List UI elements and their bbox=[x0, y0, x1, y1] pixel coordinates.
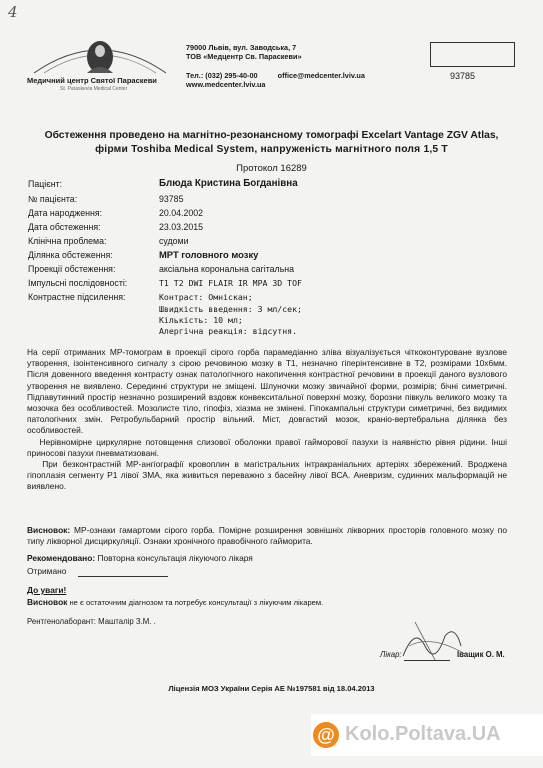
doctor-name: Іващик О. М. bbox=[457, 650, 505, 659]
field-value-exam-date: 23.03.2015 bbox=[159, 222, 204, 232]
radiographer: Рентгенолаборант: Машталір З.М. . bbox=[27, 617, 156, 626]
watermark-text: Kolo.Poltava.UA bbox=[345, 723, 501, 745]
recommendation-block bbox=[27, 553, 253, 563]
conclusion-label: Висновок: bbox=[27, 525, 71, 535]
findings-paragraph: При безконтрастній МР-ангіографії кровоплин в магістральних інтракраніальних артеріях збережений. Вроджена гіпоплазія сегменту Р1 лівої ЗМА, яка живиться переважно з басейну лівої ВСА. Аневризм, судинних мальформацій не виявлено. bbox=[27, 459, 510, 492]
notice-title: До уваги! bbox=[27, 585, 67, 595]
saint-paraskeva-emblem bbox=[30, 33, 170, 77]
clinic-address bbox=[186, 44, 302, 61]
contrast-allergy: Алергічна реакція: відсутня. bbox=[159, 326, 298, 336]
findings-paragraph: На серії отриманих МР-томограм в проекції сірого горба парамедіанно зліва візуалізується чіткоконтуроване вузлове утворення, ізоінтенсивного сигналу з сірою речовиною мозку в Т1, незначно гіперінтенсивне в Т2, розмірами 10х6мм. Після довенного введення контрасту ознак патологічного накопичення контрастної речовини в проекції даного вузлового утворення не виявлено. Серединні структури не зміщені. Шлуночки мозку звичайної форми, розмірів; бічні симетричні. Підпавутинний простір незначно розширений вздовж конвекситальної поверхні мозку, борозни півкуль великого мозку та мозочка без особливостей. Мозолисте тіло, гіпофіз, хіазма не змінені. Гіпокампальні структури симетричні, без видимих патологічних змін. Ретробульбарний простір вільний. Міст, довгастий мозок, краніо-вертебральна ділянка без особливостей. bbox=[27, 347, 507, 436]
address-line-1: 79000 Львів, вул. Заводська, 7 bbox=[186, 43, 297, 52]
field-value-birth-date: 20.04.2002 bbox=[159, 208, 204, 218]
doctor-label: Лікар: bbox=[380, 650, 402, 659]
clinic-logo bbox=[27, 33, 170, 95]
field-label-exam-region: Ділянка обстеження: bbox=[28, 250, 113, 260]
findings-paragraph: Нерівномірне циркулярне потовщення слизової оболонки правої гайморової пазухи із наявністю рівня рідини. Інші приносові пазухи пневматизовані. bbox=[27, 436, 510, 458]
notice-text: не є остаточним діагнозом та потребує консультації з лікуючим лікарем. bbox=[67, 598, 324, 607]
notice-block bbox=[27, 597, 323, 607]
record-number: 93785 bbox=[450, 71, 476, 81]
field-value-contrast: Контраст: Омніскан; bbox=[159, 292, 253, 302]
field-label-patient-number: № пацієнта: bbox=[28, 194, 78, 204]
watermark bbox=[311, 714, 543, 756]
field-value-patient: Блюда Кристина Богданівна bbox=[159, 178, 298, 189]
field-label-projections: Проекції обстеження: bbox=[28, 264, 116, 274]
field-label-clinical-problem: Клінічна проблема: bbox=[28, 236, 107, 246]
exam-title-line-2: фірми Toshiba Medical System, напруженість магнітного поля 1,5 Т bbox=[95, 144, 448, 155]
contrast-rate: Швидкість введення: 3 мл/сек; bbox=[159, 304, 302, 314]
contrast-amount: Кількість: 10 мл; bbox=[159, 315, 243, 325]
watermark-at-icon: @ bbox=[313, 722, 339, 748]
field-value-projections: аксіальна корональна сагітальна bbox=[159, 264, 295, 274]
clinic-email: office@medcenter.lviv.ua bbox=[277, 71, 365, 80]
received-label: Отримано bbox=[27, 566, 67, 576]
notice-label: Висновок bbox=[27, 597, 68, 607]
field-label-exam-date: Дата обстеження: bbox=[28, 222, 101, 232]
handwritten-page-number: 4 bbox=[8, 3, 18, 21]
received-signature-line bbox=[78, 576, 168, 577]
license-footer: Ліцензія МОЗ України Серія АЕ №197581 від 18.04.2013 bbox=[168, 684, 375, 693]
findings-section bbox=[27, 347, 510, 493]
field-value-exam-region: МРТ головного мозку bbox=[159, 249, 259, 260]
clinic-contacts bbox=[186, 72, 365, 89]
clinic-website: www.medcenter.lviv.ua bbox=[186, 79, 266, 89]
clinic-name: Медичний центр Святої Параскеви bbox=[27, 76, 157, 85]
field-label-patient: Пацієнт: bbox=[28, 179, 63, 189]
conclusion-block bbox=[27, 525, 507, 547]
recommended-label: Рекомендовано: bbox=[27, 553, 96, 563]
field-value-patient-number: 93785 bbox=[159, 194, 184, 204]
address-line-2: ТОВ «Медцентр Св. Параскеви» bbox=[186, 51, 302, 61]
field-label-sequences: Імпульсні послідовності: bbox=[28, 278, 128, 288]
protocol-number: Протокол 16289 bbox=[236, 163, 307, 174]
clinic-name-latin: St. Paraskevia Medical Center bbox=[60, 86, 128, 92]
field-value-clinical-problem: судоми bbox=[159, 236, 189, 246]
field-label-birth-date: Дата народження: bbox=[28, 208, 103, 218]
conclusion-text: МР-ознаки гамартоми сірого горба. Помірне розширення зовнішніх лікворних просторів головного мозку по типу лікворної дисциркуляції. Ознаки хронічного правобічного гайморита. bbox=[27, 525, 507, 547]
clinic-phone: Тел.: (032) 295-40-00 bbox=[186, 71, 258, 80]
field-value-sequences: T1 T2 DWI FLAIR IR MPA 3D TOF bbox=[159, 278, 302, 288]
stamp-box bbox=[430, 42, 515, 67]
field-label-contrast: Контрастне підсилення: bbox=[28, 292, 126, 302]
recommended-text: Повторна консультація лікуючого лікаря bbox=[95, 553, 253, 563]
exam-title-line-1: Обстеження проведено на магнітно-резонансному томографі Excelart Vantage ZGV Atlas, bbox=[44, 130, 499, 141]
